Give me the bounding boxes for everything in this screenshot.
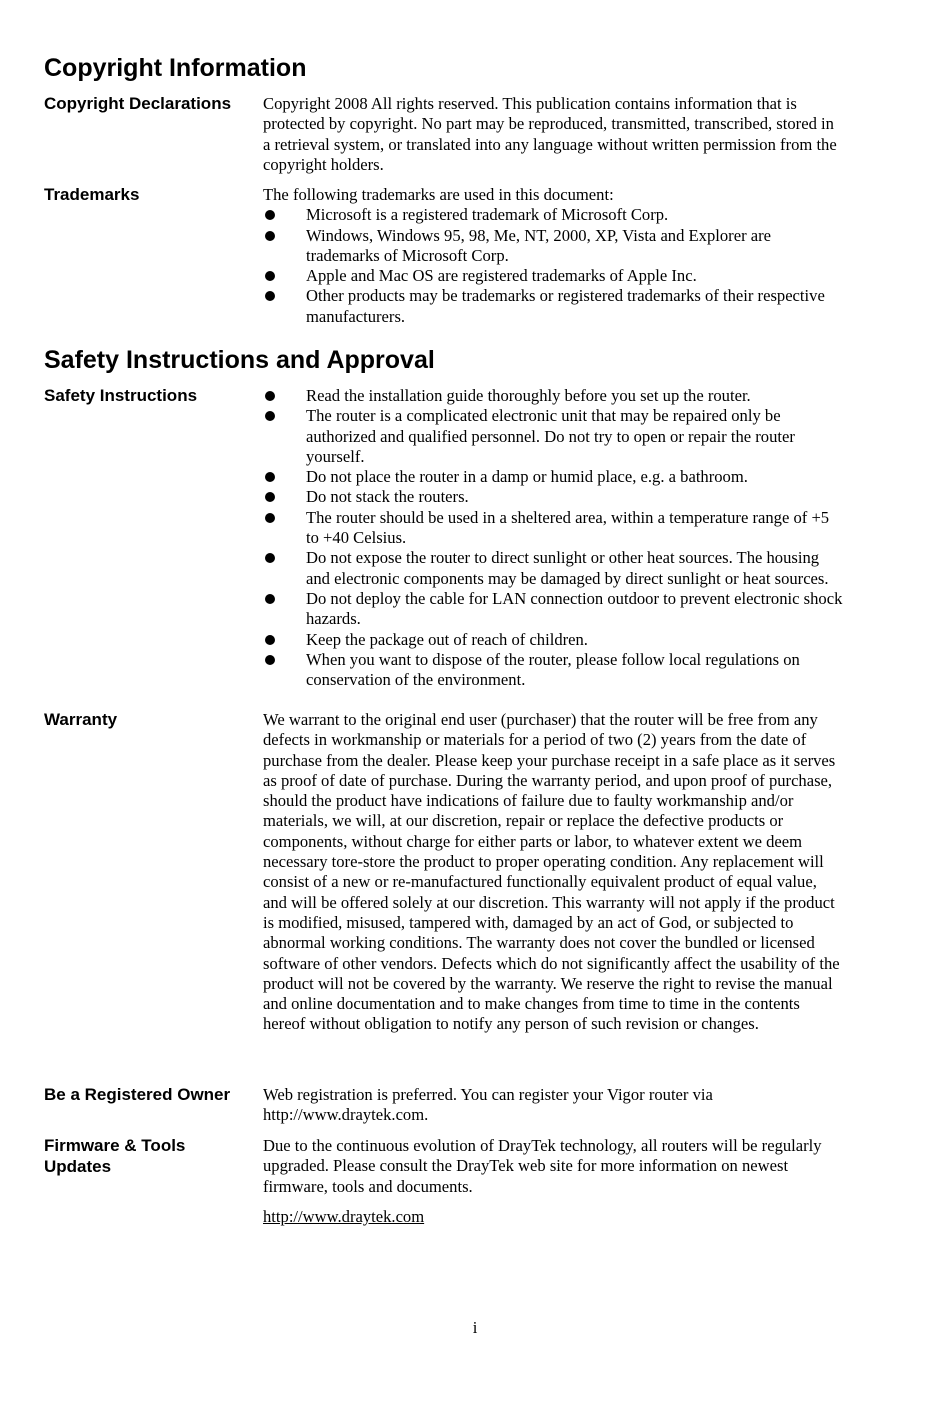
registered-owner-label: Be a Registered Owner: [44, 1085, 231, 1104]
trademarks-list: [263, 205, 843, 327]
firmware-updates-paragraph: Due to the continuous evolution of DrayTek technology, all routers will be regularly upgraded. Please consult the DrayTek web site for more information on newest firmware, tools and documents.: [263, 1136, 822, 1196]
registered-owner-text: [263, 1085, 843, 1126]
copyright-declarations-text: [263, 94, 843, 175]
list-item: Do not expose the router to direct sunlight or other heat sources. The housing and electronic components may be damaged by direct sunlight or heat sources.: [263, 548, 843, 589]
trademarks-text: [263, 185, 843, 327]
firmware-updates-text: [263, 1136, 843, 1227]
list-item: Read the installation guide thoroughly before you set up the router.: [263, 386, 843, 406]
list-item: Keep the package out of reach of children.: [263, 630, 843, 650]
copyright-declarations-label: Copyright Declarations: [44, 94, 232, 113]
warranty-paragraph: We warrant to the original end user (purchaser) that the router will be free from any defects in workmanship or materials for a period of two (2) years from the date of purchase from the dealer. Please keep your purchase receipt in a safe place as it serves as proof of date of purchase. During the warranty period, and upon proof of purchase, should the product have indications of failure due to faulty workmanship and/or materials, we will, at our discretion, repair or replace the defective products or components, without charge for either parts or labor, to whatever extent we deem necessary tore-store the product to proper operating condition. Any replacement will consist of a new or re-manufactured functionally equivalent product of equal value, and will be offered solely at our discretion. This warranty will not apply if the product is modified, misused, tampered with, damaged by an act of God, or subjected to abnormal working conditions. The warranty does not cover the bundled or licensed software of other vendors. Defects which do not significantly affect the usability of the product will not be covered by the warranty. We reserve the right to revise the manual and online documentation and to make changes from time to time in the contents hereof without obligation to notify any person of such revision or changes.: [263, 710, 840, 1034]
copyright-declarations-paragraph: Copyright 2008 All rights reserved. This publication contains information that is protected by copyright. No part may be reproduced, transmitted, transcribed, stored in a retrieval system, or translated into any language without written permission from the copyright holders.: [263, 94, 837, 174]
list-item: Windows, Windows 95, 98, Me, NT, 2000, XP, Vista and Explorer are trademarks of Microsoft Corp.: [263, 226, 843, 267]
list-item: The router should be used in a sheltered area, within a temperature range of +5 to +40 Celsius.: [263, 508, 843, 549]
list-item: Do not stack the routers.: [263, 487, 843, 507]
trademarks-intro: The following trademarks are used in this document:: [263, 185, 614, 204]
safety-instructions-text: [263, 386, 843, 690]
copyright-heading: Copyright Information: [44, 54, 307, 82]
firmware-updates-label: Firmware & Tools Updates: [44, 1136, 186, 1176]
list-item: Microsoft is a registered trademark of Microsoft Corp.: [263, 205, 843, 225]
list-item: Do not deploy the cable for LAN connection outdoor to prevent electronic shock hazards.: [263, 589, 843, 630]
warranty-label: Warranty: [44, 710, 118, 729]
list-item: Do not place the router in a damp or humid place, e.g. a bathroom.: [263, 467, 843, 487]
list-item: The router is a complicated electronic unit that may be repaired only be authorized and qualified personnel. Do not try to open or repair the router yourself.: [263, 406, 843, 467]
safety-heading: Safety Instructions and Approval: [44, 346, 435, 374]
page-number: i: [472, 1318, 478, 1337]
trademarks-label: Trademarks: [44, 185, 140, 204]
draytek-website-link[interactable]: http://www.draytek.com: [263, 1206, 425, 1226]
list-item: When you want to dispose of the router, please follow local regulations on conservation of the environment.: [263, 650, 843, 691]
registered-owner-paragraph: Web registration is preferred. You can register your Vigor router via http://www.draytek.com.: [263, 1085, 713, 1125]
list-item: Other products may be trademarks or registered trademarks of their respective manufacturers.: [263, 286, 843, 327]
warranty-text: [263, 710, 843, 1035]
list-item: Apple and Mac OS are registered trademarks of Apple Inc.: [263, 266, 843, 286]
safety-instructions-label: Safety Instructions: [44, 386, 198, 405]
safety-instructions-list: [263, 386, 843, 690]
